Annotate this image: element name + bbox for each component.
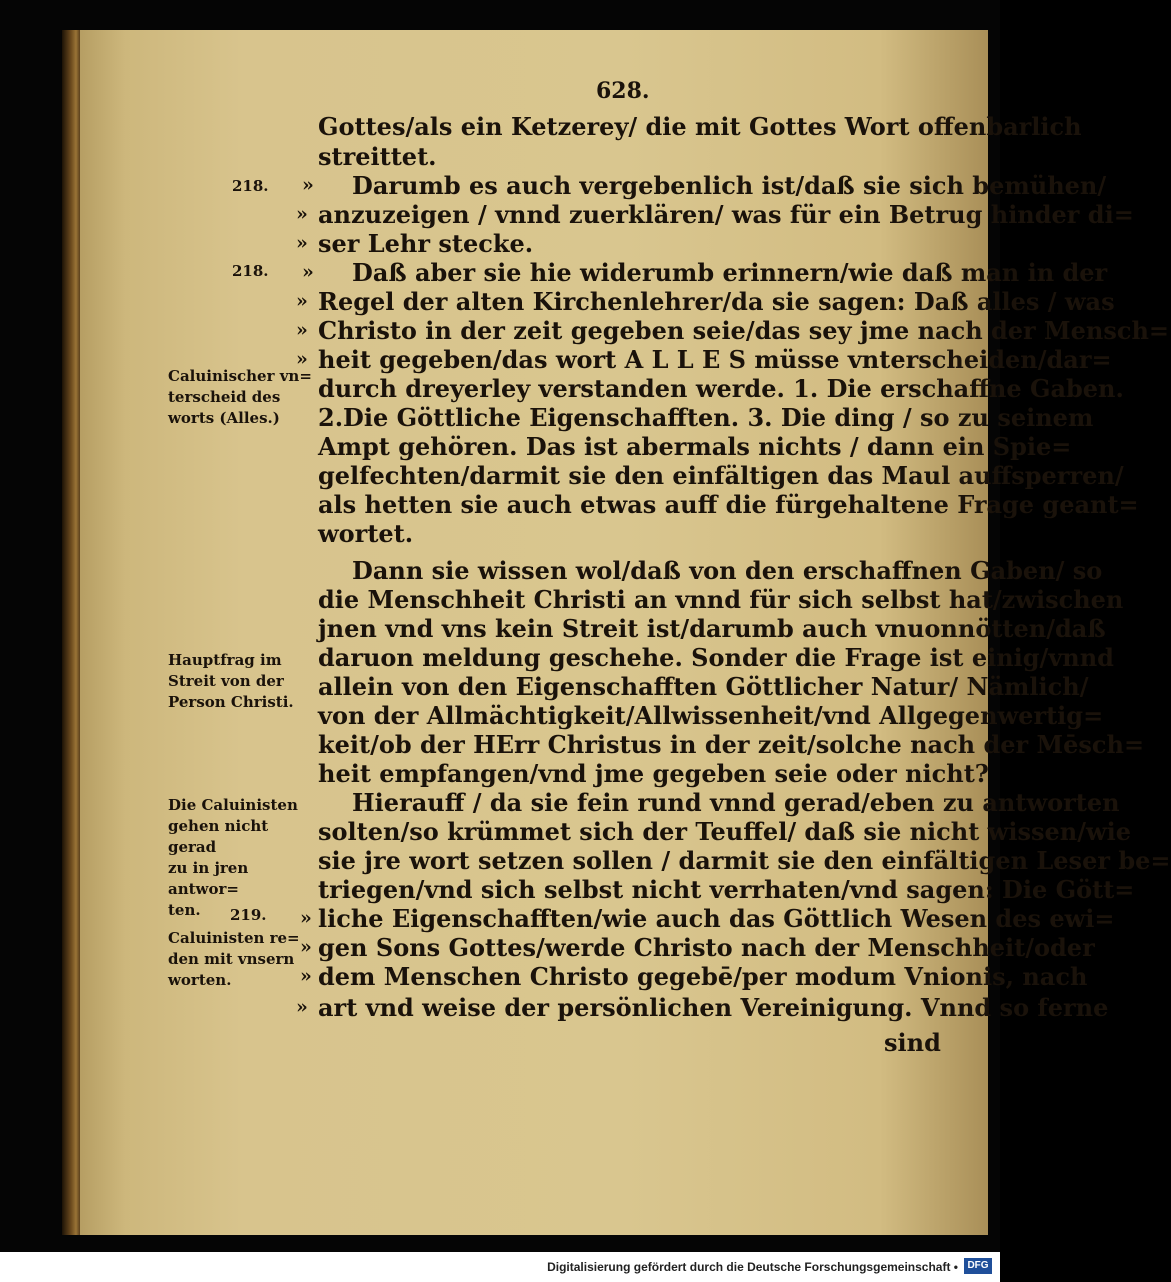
footer-credit: Digitalisierung gefördert durch die Deutsche Forschungsgemeinschaft • (547, 1260, 958, 1274)
text-line: von der Allmächtigkeit/Allwissenheit/vnd Allgegenwertig= (318, 701, 1104, 730)
quote-mark: » (302, 174, 314, 196)
quote-mark: » (296, 203, 308, 225)
text-line: triegen/vnd sich selbst nicht verrhaten/vnd sagen: Die Gött= (318, 875, 1135, 904)
quote-mark: » (300, 907, 312, 929)
text-line: als hetten sie auch etwas auff die fürgehaltene Frage geant= (318, 490, 1139, 519)
text-line: streittet. (318, 142, 437, 171)
quote-mark: » (300, 965, 312, 987)
text-line: Dann sie wissen wol/daß von den erschaffnen Gaben/ so (352, 556, 1103, 585)
margin-note: Caluinischer vn= terscheid des worts (Alles.) (168, 367, 312, 427)
quote-mark: » (296, 996, 308, 1018)
text-line: 2.Die Göttliche Eigenschafften. 3. Die ding / so zu seinem (318, 403, 1094, 432)
text-line: ser Lehr stecke. (318, 229, 534, 258)
text-line: wortet. (318, 519, 414, 548)
margin-number: 218. (232, 177, 269, 195)
text-line: Christo in der zeit gegeben seie/das sey jme nach der Mensch= (318, 316, 1170, 345)
text-line: heit gegeben/das wort A L L E S müsse vnterscheiden/dar= (318, 345, 1112, 374)
text-line: anzuzeigen / vnnd zuerklären/ was für ein Betrug hinder di= (318, 200, 1134, 229)
text-line: gen Sons Gottes/werde Christo nach der Menschheit/oder (318, 933, 1095, 962)
margin-number: 219. (230, 906, 267, 924)
margin-note: Caluinisten re= den mit vnsern worten. (168, 929, 300, 989)
text-line: gelfechten/darmit sie den einfältigen das Maul auffsperren/ (318, 461, 1124, 490)
catchword: sind (884, 1028, 941, 1057)
book-spine-edge (62, 30, 82, 1235)
margin-note: Die Caluinisten gehen nicht gerad zu in jren antwor= ten. (168, 796, 298, 919)
text-line: daruon meldung geschehe. Sonder die Frage ist einig/vnnd (318, 643, 1114, 672)
quote-mark: » (296, 348, 308, 370)
text-line: sie jre wort setzen sollen / darmit sie den einfältigen Leser be= (318, 846, 1171, 875)
text-line: jnen vnd vns kein Streit ist/darumb auch vnuonnötten/daß (318, 614, 1106, 643)
text-line: solten/so krümmet sich der Teuffel/ daß sie nicht wissen/wie (318, 817, 1132, 846)
text-line: Ampt gehören. Das ist abermals nichts / dann ein Spie= (318, 432, 1072, 461)
margin-note: Hauptfrag im Streit von der Person Christi. (168, 651, 294, 711)
text-line: die Menschheit Christi an vnnd für sich selbst hat/zwischen (318, 585, 1124, 614)
text-line: art vnd weise der persönlichen Vereinigung. Vnnd so ferne (318, 993, 1109, 1022)
text-line: Hierauff / da sie fein rund vnnd gerad/eben zu antworten (352, 788, 1120, 817)
page-number: 628. (596, 78, 650, 104)
text-line: Gottes/als ein Ketzerey/ die mit Gottes Wort offenbarlich (318, 112, 1082, 141)
quote-mark: » (296, 232, 308, 254)
text-line: Daß aber sie hie widerumb erinnern/wie daß man in der (352, 258, 1108, 287)
quote-mark: » (296, 319, 308, 341)
dfg-logo: DFG (964, 1258, 992, 1274)
text-line: durch dreyerley verstanden werde. 1. Die erschaffne Gaben. (318, 374, 1124, 403)
text-line: dem Menschen Christo gegebē/per modum Vnionis, nach (318, 962, 1088, 991)
quote-mark: » (296, 290, 308, 312)
text-line: liche Eigenschafften/wie auch das Göttlich Wesen des ewi= (318, 904, 1115, 933)
quote-mark: » (302, 261, 314, 283)
text-line: heit empfangen/vnd jme gegeben seie oder nicht? (318, 759, 989, 788)
text-line: allein von den Eigenschafften Göttlicher Natur/ Nämlich/ (318, 672, 1089, 701)
footer-bar (0, 1252, 1000, 1282)
text-line: Darumb es auch vergebenlich ist/daß sie sich bemühen/ (352, 171, 1107, 200)
margin-number: 218. (232, 262, 269, 280)
text-line: Regel der alten Kirchenlehrer/da sie sagen: Daß alles / was (318, 287, 1115, 316)
text-line: keit/ob der HErr Christus in der zeit/solche nach der Mēsch= (318, 730, 1145, 759)
quote-mark: » (300, 936, 312, 958)
